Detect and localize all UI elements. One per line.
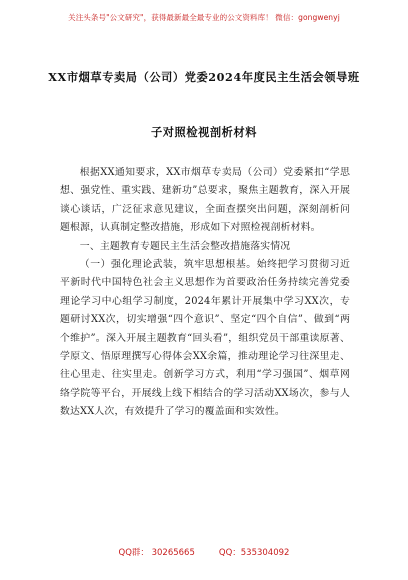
- paragraph-subsection-1: （一）强化理论武装，筑牢思想根基。始终把学习贯彻习近平新时代中国特色社会主义思想作为首要政治任务持续完善党委理论学习中心组学习制度，2024年累计开展集中学习XX次，专题研讨XX次，切实增强“四个意识”、坚定“四个自信”、做到“两个维护”。深入开展主题教育“回头看”，组织党员干部重读原著、学原文、悟原理撰写心得体会XX余篇，推动理论学习往深里走、往心里走、往实里走。创新学习方式，利用“学习强国”、烟草网络学院等平台，开展线上线下相结合的学习活动XX场次，参与人数达XX人次，有效提升了学习的覆盖面和实效性。: [60, 259, 350, 418]
- document-title-line-1: XX市烟草专卖局（公司）党委2024年度民主生活会领导班: [48, 70, 360, 84]
- paragraph-intro: 根据XX通知要求，XX市烟草专卖局（公司）党委紧扣“学思想、强党性、重实践、建新功”总要求，聚焦主题教育，深入开展谈心谈话，广泛征求意见建议，全面查摆突出问题，深刻剖析问题根源，认真制定整改措施，形成如下对照检视剖析材料。: [60, 167, 350, 234]
- footer-contact: [0, 546, 408, 558]
- footer-qq-group: QQ群： 30265665: [118, 548, 195, 558]
- header-banner: 关注头条号"公文研究"，获得最新最全最专业的公文资料库！ 微信：gongwenyj: [68, 13, 340, 22]
- section-heading-1: 一、主题教育专题民主生活会整改措施落实情况: [79, 240, 291, 252]
- footer-qq: QQ：535304092: [218, 548, 290, 558]
- document-title-line-2: 子对照检视剖析材料: [150, 125, 258, 139]
- document-body: [60, 164, 350, 422]
